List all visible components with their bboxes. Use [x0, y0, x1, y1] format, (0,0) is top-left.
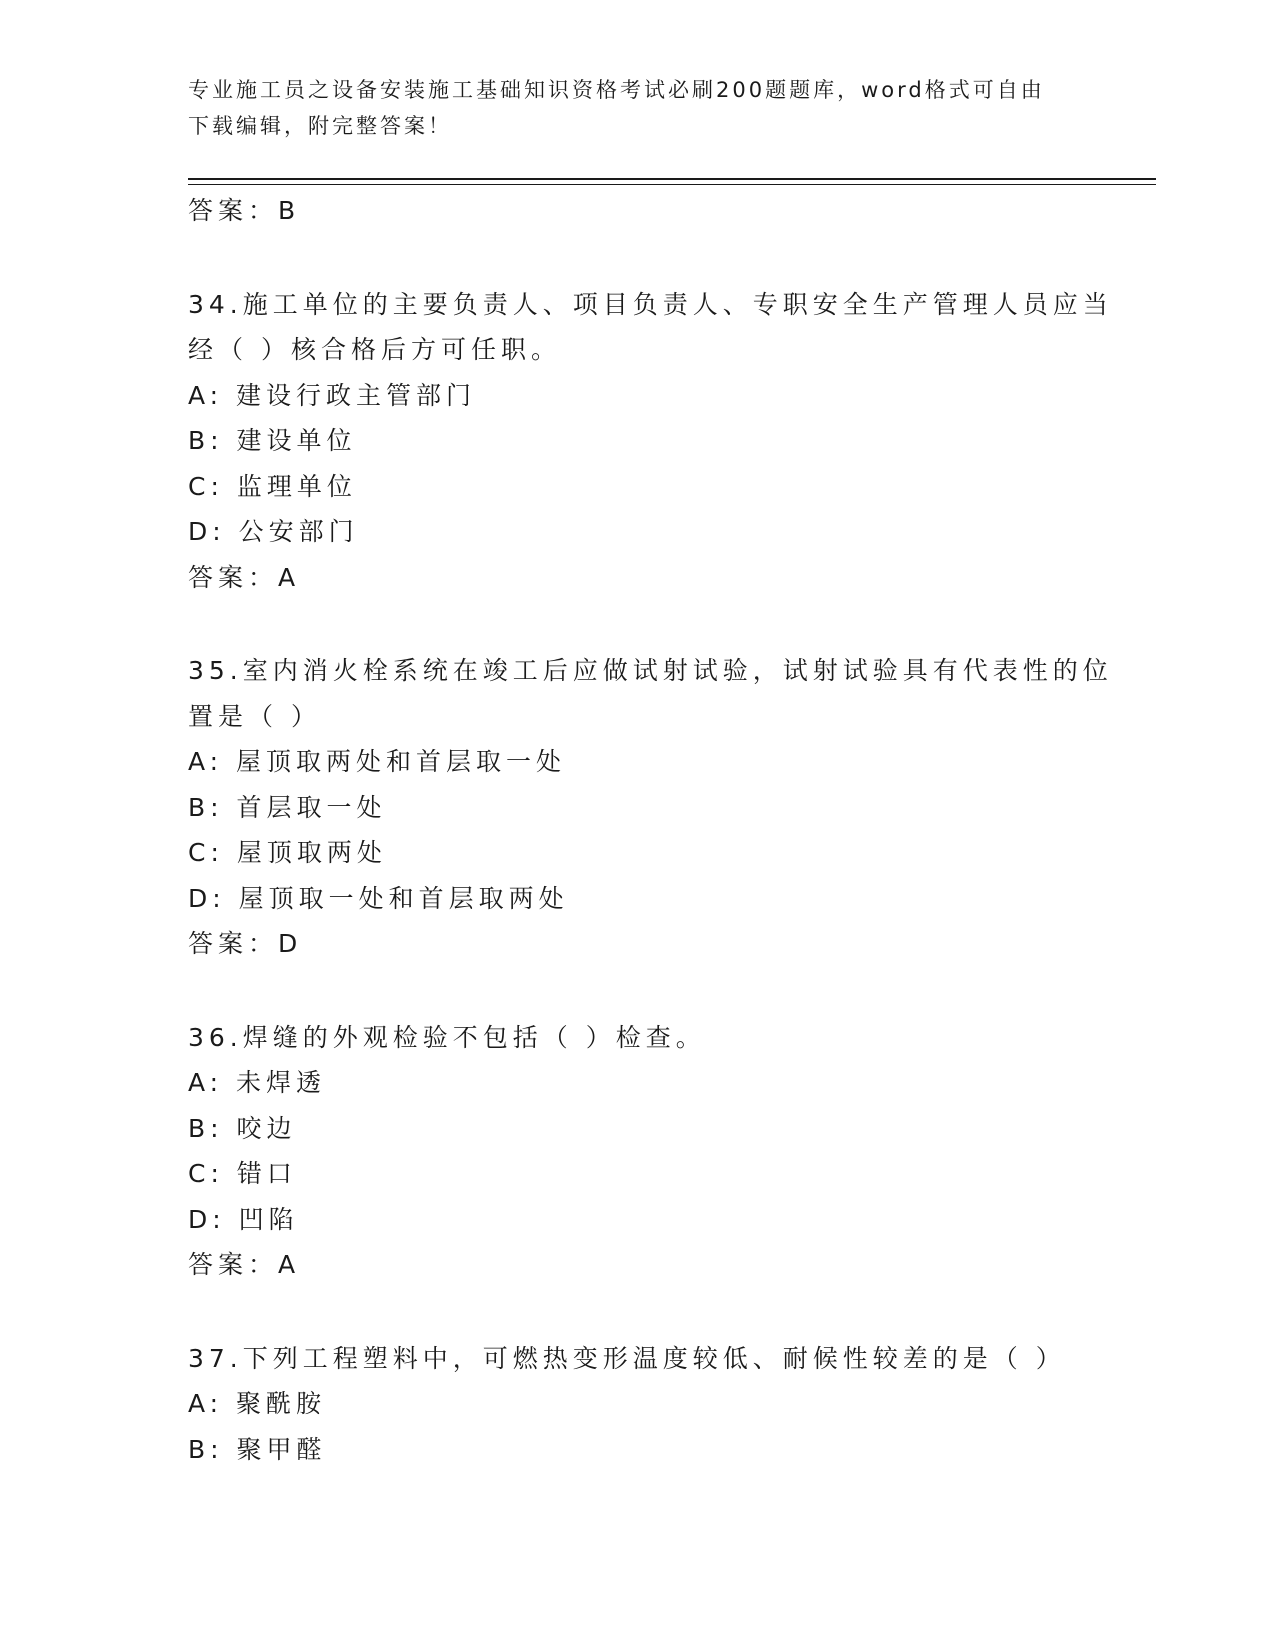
document-header [188, 72, 1088, 144]
option-b: B: 咬边 [188, 1113, 297, 1143]
header-divider-thick [188, 178, 1156, 180]
option-d: D: 屋顶取一处和首层取两处 [188, 883, 569, 913]
question-stem: 经（ ）核合格后方可任职。 [188, 335, 561, 364]
question-stem: 36.焊缝的外观检验不包括（ ）检查。 [188, 1022, 706, 1052]
option-a: A: 未焊透 [188, 1068, 327, 1097]
question-stem: 37.下列工程塑料中，可燃热变形温度较低、耐候性较差的是（ ） [188, 1343, 1066, 1373]
option-a: A: 建设行政主管部门 [188, 380, 477, 410]
header-divider-thin [188, 184, 1156, 185]
question-35 [188, 648, 1113, 967]
question-stem: 置是（ ） [188, 701, 321, 731]
option-b: B: 首层取一处 [188, 792, 387, 822]
header-line-2: 下载编辑，附完整答案！ [188, 114, 452, 138]
question-37 [188, 1336, 1088, 1473]
answer: 答案：A [188, 1250, 301, 1279]
option-c: C: 错口 [188, 1159, 297, 1188]
option-c: C: 监理单位 [188, 471, 357, 501]
option-a: A: 屋顶取两处和首层取一处 [188, 747, 567, 776]
question-34 [188, 282, 1113, 601]
answer: 答案：A [188, 562, 301, 592]
option-b: B: 聚甲醛 [188, 1434, 327, 1464]
answer: 答案：D [188, 929, 303, 958]
question-stem: 35.室内消火栓系统在竣工后应做试射试验，试射试验具有代表性的位 [188, 656, 1113, 685]
document-body [188, 188, 1113, 1472]
previous-answer: 答案：B [188, 196, 301, 225]
question-36 [188, 1015, 1088, 1288]
option-b: B: 建设单位 [188, 426, 357, 455]
header-line-1: 专业施工员之设备安装施工基础知识资格考试必刷200题题库，word格式可自由 [188, 78, 1045, 102]
option-d: D: 公安部门 [188, 517, 359, 546]
question-stem: 34.施工单位的主要负责人、项目负责人、专职安全生产管理人员应当 [188, 289, 1113, 319]
option-d: D: 凹陷 [188, 1204, 299, 1234]
option-a: A: 聚酰胺 [188, 1389, 327, 1418]
option-c: C: 屋顶取两处 [188, 838, 387, 867]
